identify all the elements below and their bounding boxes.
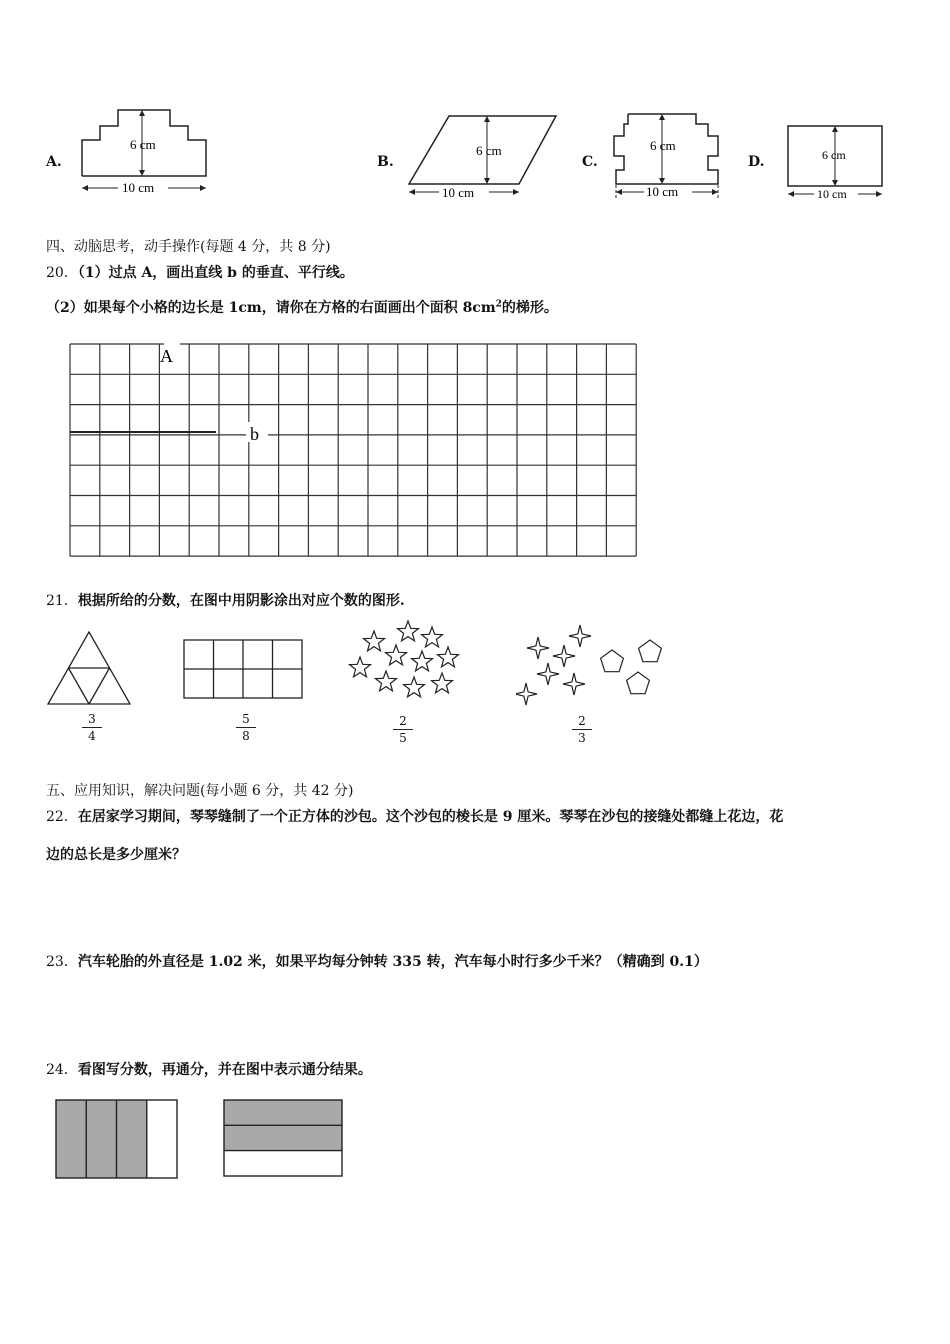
q22-line2: 边的总长是多少厘米？ [46, 847, 186, 863]
fraction-3-4 [82, 712, 102, 743]
fraction-3-4-den: 4 [88, 729, 96, 743]
sparkle-shape [553, 645, 575, 667]
q24-number: 24． [46, 1062, 78, 1078]
star-shape [438, 647, 459, 667]
sparkle-shape [516, 683, 537, 705]
q21-text: 根据所给的分数，在图中用阴影涂出对应个数的图形. [77, 593, 405, 609]
star-shape [404, 677, 425, 697]
q24-figure-thirds [222, 1098, 346, 1180]
option-d-width: 10 cm [817, 187, 847, 201]
option-b-height: 6 cm [476, 143, 502, 158]
q20-part1-text: （1）过点 A，画出直线 b 的垂直、平行线。 [77, 265, 354, 281]
sparkle-shape [569, 625, 591, 647]
section-4-title: 四、动脑思考，动手操作(每题 4 分，共 8 分) [46, 239, 331, 255]
star-shape [386, 645, 407, 665]
fraction-2-5-den: 5 [399, 731, 407, 745]
option-b-label: B. [377, 154, 394, 170]
q23-number: 23． [46, 954, 78, 970]
sparkles-pentagons-figure [516, 622, 672, 712]
q20-part1 [46, 262, 354, 282]
fraction-5-8 [236, 712, 256, 743]
pentagon-shape [601, 650, 624, 672]
q20-number: 20． [46, 265, 78, 281]
pentagon-shape [627, 672, 650, 694]
option-c-figure [606, 104, 730, 202]
q22-number: 22． [46, 809, 78, 825]
triangle-figure [44, 628, 134, 708]
fraction-2-3 [572, 714, 592, 745]
fraction-2-5 [393, 714, 413, 745]
fraction-5-8-num: 5 [242, 712, 250, 726]
q22-text-1: 在居家学习期间，琴琴缝制了一个正方体的沙包。这个沙包的棱长是 9 厘米。琴琴在沙包的接缝处都缝上花边，花 [77, 809, 784, 825]
option-c-label: C. [582, 154, 598, 170]
q20-part2-sup: 2 [495, 299, 502, 310]
q24-figure-quarters [54, 1098, 180, 1182]
option-c-width: 10 cm [646, 184, 679, 199]
section-5-title: 五、应用知识，解决问题(每小题 6 分，共 42 分) [46, 783, 354, 799]
sparkle-shape [537, 663, 559, 685]
q20-part2-post: 的梯形。 [501, 300, 558, 316]
q23-prompt [46, 951, 708, 971]
option-b-width: 10 cm [442, 185, 475, 200]
grid-line-b-label: b [250, 424, 259, 444]
rectangle-eighths-figure [182, 638, 306, 702]
star-shape [432, 673, 453, 693]
stars-figure [344, 618, 468, 710]
q21-number: 21． [46, 593, 78, 609]
star-shape [398, 621, 419, 641]
grid-point-a-label: A [160, 346, 173, 366]
star-shape [364, 631, 385, 651]
q20-part2-pre: （2）如果每个小格的边长是 1cm，请你在方格的右面画出个面积 8cm [46, 300, 496, 316]
q22-line1 [46, 806, 783, 826]
q23-text: 汽车轮胎的外直径是 1.02 米，如果平均每分钟转 335 转，汽车每小时行多少千米？（精确到 0.1） [77, 954, 708, 970]
fraction-5-8-den: 8 [242, 729, 250, 743]
option-a-label: A. [46, 154, 62, 170]
option-d-label: D. [748, 154, 765, 170]
sparkle-shape [563, 673, 585, 695]
q24-prompt [46, 1059, 372, 1079]
fraction-2-5-num: 2 [399, 714, 407, 728]
option-a-width: 10 cm [122, 180, 155, 195]
fraction-3-4-num: 3 [88, 712, 96, 726]
fraction-2-3-den: 3 [578, 731, 586, 745]
pentagon-shape [639, 640, 662, 662]
square-grid [60, 336, 640, 566]
q24-text: 看图写分数，再通分，并在图中表示通分结果。 [77, 1062, 372, 1078]
star-shape [350, 657, 371, 677]
sparkle-shape [527, 637, 549, 659]
q20-part2 [46, 297, 558, 317]
fraction-2-3-num: 2 [578, 714, 586, 728]
option-b-figure [404, 108, 564, 200]
star-shape [376, 671, 397, 691]
option-c-height: 6 cm [650, 138, 676, 153]
option-a-height: 6 cm [130, 137, 156, 152]
option-a-figure [78, 104, 218, 200]
option-d-figure [780, 114, 892, 204]
star-shape [412, 651, 433, 671]
star-shape [422, 627, 443, 647]
q21-prompt [46, 590, 405, 610]
option-d-height: 6 cm [822, 148, 846, 162]
